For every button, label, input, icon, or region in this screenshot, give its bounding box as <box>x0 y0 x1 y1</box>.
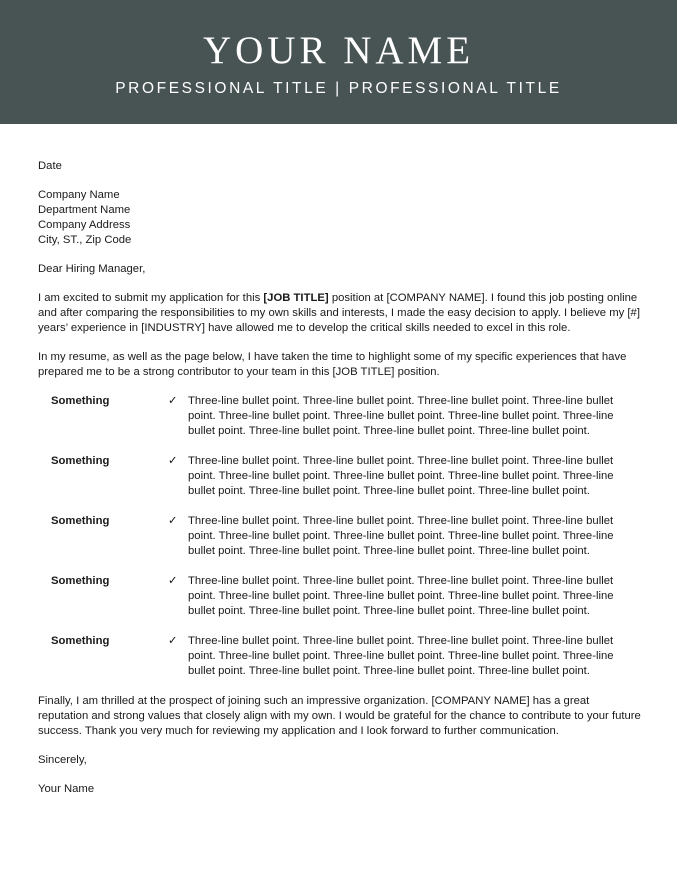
item-label: Something <box>51 515 110 527</box>
closing-paragraph: Finally, I am thrilled at the prospect of joining such an impressive organization. [COMPANY NAME] has a great reputation and strong values that closely align with my own. I would be grateful for the chance to contribute to your future success. Thank you very much for reviewing my application and I look forward to further communication. <box>38 695 641 737</box>
job-title-placeholder: [JOB TITLE] <box>263 292 329 304</box>
item-label: Something <box>51 635 110 647</box>
company-address <box>38 188 641 248</box>
checkmark-icon: ✓ <box>168 455 178 467</box>
header-banner <box>0 0 677 124</box>
address-line: City, ST., Zip Code <box>38 234 132 246</box>
item-text: Three-line bullet point. Three-line bullet point. Three-line bullet point. Three-line bullet point. Three-line bullet point. Three-line bullet point. Three-line bullet point. Three-line bullet point. Three-line bullet point. Three-line bullet point. Three-line bullet point. <box>188 455 614 497</box>
intro-paragraph <box>38 291 641 336</box>
list-item <box>38 574 641 619</box>
highlights-list <box>38 394 641 679</box>
signature-name: Your Name <box>38 783 95 795</box>
item-text: Three-line bullet point. Three-line bullet point. Three-line bullet point. Three-line bullet point. Three-line bullet point. Three-line bullet point. Three-line bullet point. Three-line bullet point. Three-line bullet point. Three-line bullet point. Three-line bullet point. <box>188 575 614 617</box>
professional-title: PROFESSIONAL TITLE | PROFESSIONAL TITLE <box>115 80 562 97</box>
checkmark-icon: ✓ <box>168 515 178 527</box>
list-item <box>38 454 641 499</box>
item-label: Something <box>51 395 110 407</box>
sign-off: Sincerely, <box>38 754 87 766</box>
checkmark-icon: ✓ <box>168 395 178 407</box>
address-line: Department Name <box>38 204 131 216</box>
letter-body <box>38 124 641 797</box>
applicant-name: YOUR NAME <box>202 29 475 72</box>
intro-text-start: I am excited to submit my application for this <box>38 292 264 304</box>
item-label: Something <box>51 575 110 587</box>
item-text: Three-line bullet point. Three-line bullet point. Three-line bullet point. Three-line bullet point. Three-line bullet point. Three-line bullet point. Three-line bullet point. Three-line bullet point. Three-line bullet point. Three-line bullet point. Three-line bullet point. <box>188 635 614 677</box>
item-label: Something <box>51 455 110 467</box>
item-text: Three-line bullet point. Three-line bullet point. Three-line bullet point. Three-line bullet point. Three-line bullet point. Three-line bullet point. Three-line bullet point. Three-line bullet point. Three-line bullet point. Three-line bullet point. Three-line bullet point. <box>188 395 614 437</box>
item-text: Three-line bullet point. Three-line bullet point. Three-line bullet point. Three-line bullet point. Three-line bullet point. Three-line bullet point. Three-line bullet point. Three-line bullet point. Three-line bullet point. Three-line bullet point. Three-line bullet point. <box>188 515 614 557</box>
intro-text-end: position at [COMPANY NAME]. I found this job posting online and after comparing the responsibilities to my own skills and interests, I made the easy decision to apply. I believe my [#] years’ experience in [INDUSTRY] have allowed me to develop the critical skills needed to excel in this role. <box>38 292 640 334</box>
checkmark-icon: ✓ <box>168 575 178 587</box>
address-line: Company Address <box>38 219 131 231</box>
list-item <box>38 634 641 679</box>
letter-date: Date <box>38 160 62 172</box>
checkmark-icon: ✓ <box>168 635 178 647</box>
list-item <box>38 394 641 439</box>
address-line: Company Name <box>38 189 120 201</box>
greeting: Dear Hiring Manager, <box>38 263 146 275</box>
highlights-paragraph: In my resume, as well as the page below, I have taken the time to highlight some of my specific experiences that have prepared me to be a strong contributor to your team in this [JOB TITLE] position. <box>38 351 627 378</box>
list-item <box>38 514 641 559</box>
